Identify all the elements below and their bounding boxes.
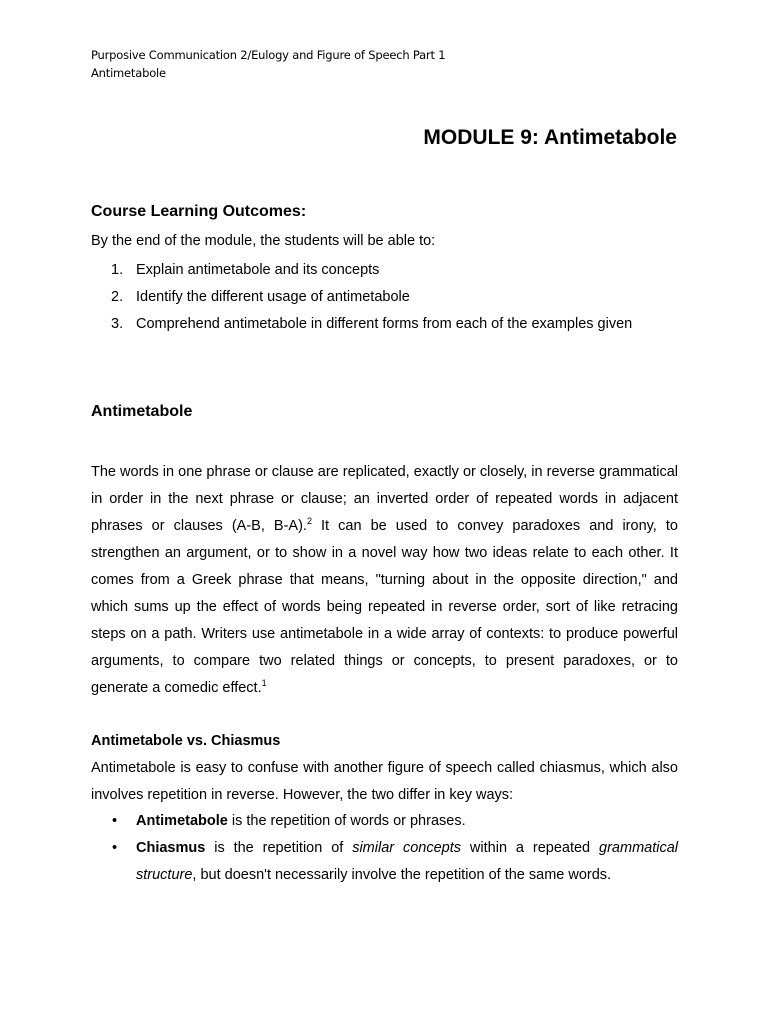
outcome-text: Comprehend antimetabole in different forms from each of the examples given — [136, 316, 633, 332]
definition-text-a: The words in one phrase or clause are replicated, exactly or closely, in reverse grammatical in order in the next phrase or clause; an inverted order of repeated words in adjacent phrases or clauses (A-B, B-A). — [91, 464, 678, 534]
list-item — [91, 835, 678, 889]
term-definition: is the repetition of — [205, 840, 353, 856]
emphasis-text: similar concepts — [352, 840, 462, 856]
outcome-text: Explain antimetabole and its concepts — [136, 262, 380, 278]
term-definition: is the repetition of words or phrases. — [227, 813, 466, 829]
term-chiasmus: Chiasmus — [136, 840, 206, 856]
outcome-item — [111, 314, 632, 341]
outcome-number: 3. — [111, 316, 124, 332]
document-header — [91, 46, 445, 82]
outcomes-list — [111, 260, 632, 341]
outcome-number: 2. — [111, 289, 124, 305]
header-topic-line: Antimetabole — [91, 66, 166, 80]
comparison-paragraph: Antimetabole is easy to confuse with another figure of speech called chiasmus, which also involves repetition in reverse. However, the two differ in key ways: — [91, 760, 678, 803]
module-title: MODULE 9: Antimetabole — [423, 126, 677, 149]
outcome-item — [111, 260, 632, 287]
clo-intro: By the end of the module, the students will be able to: — [91, 233, 436, 249]
comparison-heading: Antimetabole vs. Chiasmus — [91, 733, 281, 749]
list-item-text — [136, 835, 678, 889]
term-definition: , but doesn't necessarily involve the repetition of the same words. — [192, 867, 612, 883]
list-item-text — [136, 808, 678, 835]
footnote-ref-2: 2 — [306, 516, 312, 527]
outcome-item — [111, 287, 632, 314]
comparison-list — [91, 808, 678, 889]
outcome-text: Identify the different usage of antimetabole — [136, 289, 410, 305]
list-item — [91, 808, 678, 835]
clo-heading: Course Learning Outcomes: — [91, 203, 307, 220]
header-course-line: Purposive Communication 2/Eulogy and Figure of Speech Part 1 — [91, 48, 446, 62]
definition-text-b: It can be used to convey paradoxes and irony, to strengthen an argument, or to show in a novel way how two ideas relate to each other. It comes from a Greek phrase that means, "turning about in the opposite direction," and which sums up the effect of words being repeated in reverse order, sort of like retracing steps on a path. Writers use antimetabole in a wide array of contexts: to produce powerful arguments, to compare two related things or concepts, to present paradoxes, or to generate a comedic effect. — [91, 518, 678, 696]
emphasis-text: grammatical structure — [136, 840, 678, 883]
definition-paragraph — [91, 459, 678, 702]
term-definition: within a repeated — [461, 840, 600, 856]
bullet-icon: • — [112, 840, 118, 856]
term-antimetabole: Antimetabole — [136, 813, 228, 829]
outcome-number: 1. — [111, 262, 124, 278]
footnote-ref-1: 1 — [261, 678, 267, 689]
bullet-icon: • — [112, 813, 118, 829]
section-heading: Antimetabole — [91, 403, 193, 420]
